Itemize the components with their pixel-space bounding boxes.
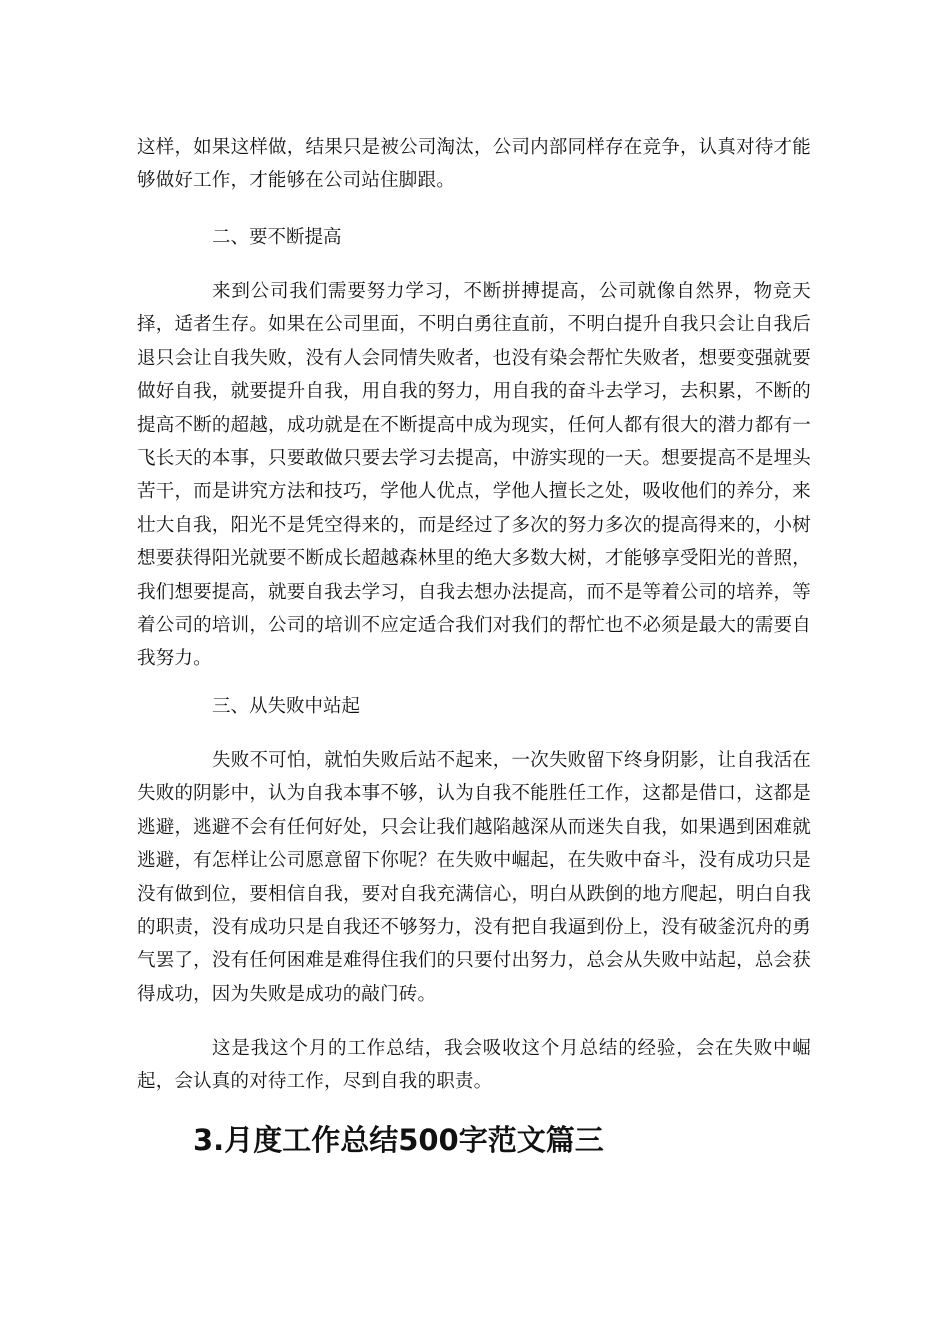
subheading-rise-from-failure: 三、从失败中站起: [212, 696, 361, 717]
subheading-keep-improving: 二、要不断提高: [212, 227, 342, 248]
section-title: 3.月度工作总结500字范文篇三: [193, 1123, 604, 1157]
paragraph-continuation: 这样，如果这样做，结果只是被公司淘汰，公司内部同样存在竞争，认真对待才能够做好工作，才能够在公司站住脚跟。: [137, 137, 811, 192]
paragraph-keep-improving: 来到公司我们需要努力学习，不断拼搏提高，公司就像自然界，物竞天择，适者生存。如果在公司里面，不明白勇往直前，不明白提升自我只会让自我后退只会让自我失败，没有人会同情失败者，也没有染会帮忙失败者，想要变强就要做好自我，就要提升自我，用自我的努力，用自我的奋斗去学习，去积累，不断的提高不断的超越，成功就是在不断提高中成为现实，任何人都有很大的潜力都有一飞长天的本事，只要敢做只要去学习去提高，中游实现的一天。想要提高不是埋头苦干，而是讲究方法和技巧，学他人优点，学他人擅长之处，吸收他们的养分，来壮大自我，阳光不是凭空得来的，而是经过了多次的努力多次的提高得来的，小树想要获得阳光就要不断成长超越森林里的绝大多数大树，才能够享受阳光的普照，我们想要提高，就要自我去学习，自我去想办法提高，而不是等着公司的培养，等着公司的培训，公司的培训不应定适合我们对我们的帮忙也不必须是最大的需要自我努力。: [137, 281, 811, 670]
paragraph-rise-from-failure: 失败不可怕，就怕失败后站不起来，一次失败留下终身阴影，让自我活在失败的阴影中，认为自我本事不够，认为自我不能胜任工作，这都是借口，这都是逃避，逃避不会有任何好处，只会让我们越陷越深从而迷失自我，如果遇到困难就逃避，有怎样让公司愿意留下你呢？在失败中崛起，在失败中奋斗，没有成功只是没有做到位，要相信自我，要对自我充满信心，明白从跌倒的地方爬起，明白自我的职责，没有成功只是自我还不够努力，没有把自我逼到份上，没有破釜沉舟的勇气罢了，没有任何困难是难得住我们的只要付出努力，总会从失败中站起，总会获得成功，因为失败是成功的敲门砖。: [137, 750, 811, 1005]
paragraph-summary: 这是我这个月的工作总结，我会吸收这个月总结的经验，会在失败中崛起，会认真的对待工作，尽到自我的职责。: [137, 1038, 811, 1093]
